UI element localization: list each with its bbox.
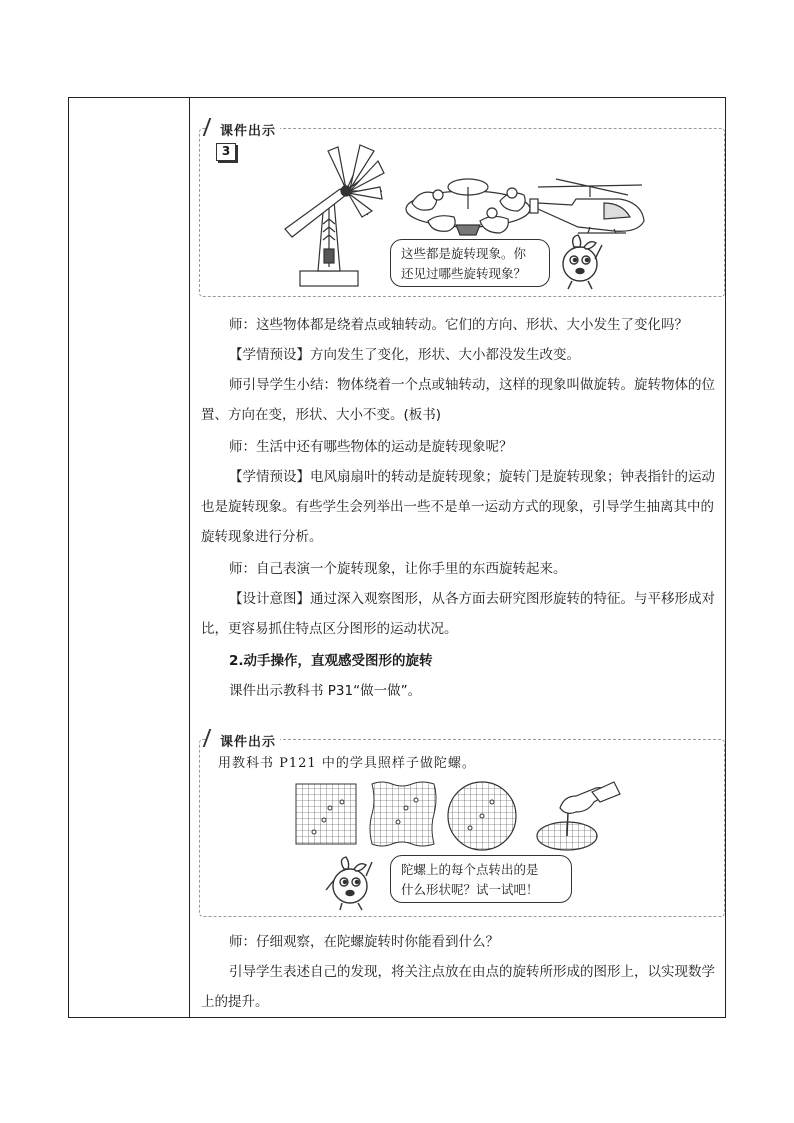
box-title: 课件出示	[206, 731, 280, 750]
paragraph: 师：仔细观察，在陀螺旋转时你能看到什么？	[229, 934, 499, 950]
paragraph: 师引导学生小结：物体绕着一个点或轴转动，这样的现象叫做旋转。旋转物体的位置、方向在变，形状、大小不变。(板书)	[201, 377, 715, 423]
paragraph: 师：这些物体都是绕着点或轴转动。它们的方向、形状、大小发生了变化吗？	[229, 317, 688, 333]
paragraph: 师：生活中还有哪些物体的运动是旋转现象呢？	[229, 439, 513, 455]
speech-bubble-2	[390, 855, 572, 903]
bubble-line-2: 什么形状呢？试一试吧！	[401, 882, 539, 897]
paragraph: 【学情预设】方向发生了变化，形状、大小都没发生改变。	[229, 347, 580, 363]
paragraph: 引导学生表述自己的发现，将关注点放在由点的旋转所形成的图形上，以实现数学上的提升。	[201, 964, 715, 1010]
square-grid-card	[296, 784, 356, 844]
courseware-box-2	[199, 735, 725, 917]
circle-grid-card	[448, 782, 516, 850]
paragraph: 师：自己表演一个旋转现象，让你手里的东西旋转起来。	[229, 561, 567, 577]
courseware-box-1	[199, 124, 725, 297]
box-title: 课件出示	[206, 120, 280, 139]
lesson-table	[68, 97, 726, 1018]
windmill-illustration	[285, 145, 384, 286]
paragraph: 【设计意图】通过深入观察图形，从各方面去研究图形旋转的特征。与平移形成对比，更容易抓住特点区分图形的运动状况。	[201, 591, 715, 637]
number-label: 3	[221, 144, 231, 158]
bubble-line-1: 这些都是旋转现象。你	[401, 246, 527, 261]
mascot-illustration	[326, 857, 372, 910]
carousel-illustration	[406, 179, 530, 235]
bubble-line-1: 陀螺上的每个点转出的是	[401, 862, 539, 877]
left-column	[69, 98, 190, 1017]
mascot-illustration	[563, 235, 602, 289]
section-heading: 2.动手操作，直观感受图形的旋转	[229, 653, 433, 669]
box-instruction: 用教科书 P121 中的学具照样子做陀螺。	[218, 756, 476, 771]
speech-bubble-1	[390, 239, 550, 287]
paragraph: 课件出示教科书 P31“做一做”。	[229, 683, 422, 699]
bubble-line-2: 还见过哪些旋转现象？	[401, 266, 527, 281]
content-column	[191, 98, 725, 1017]
cut-grid-card	[370, 782, 436, 846]
spinning-top-illustration	[537, 782, 620, 850]
paragraph: 【学情预设】电风扇扇叶的转动是旋转现象；旋转门是旋转现象；钟表指针的运动也是旋转现象。有些学生会列举出一些不是单一运动方式的现象，引导学生抽离其中的旋转现象进行分析。	[201, 469, 715, 545]
helicopter-illustration	[530, 179, 644, 233]
